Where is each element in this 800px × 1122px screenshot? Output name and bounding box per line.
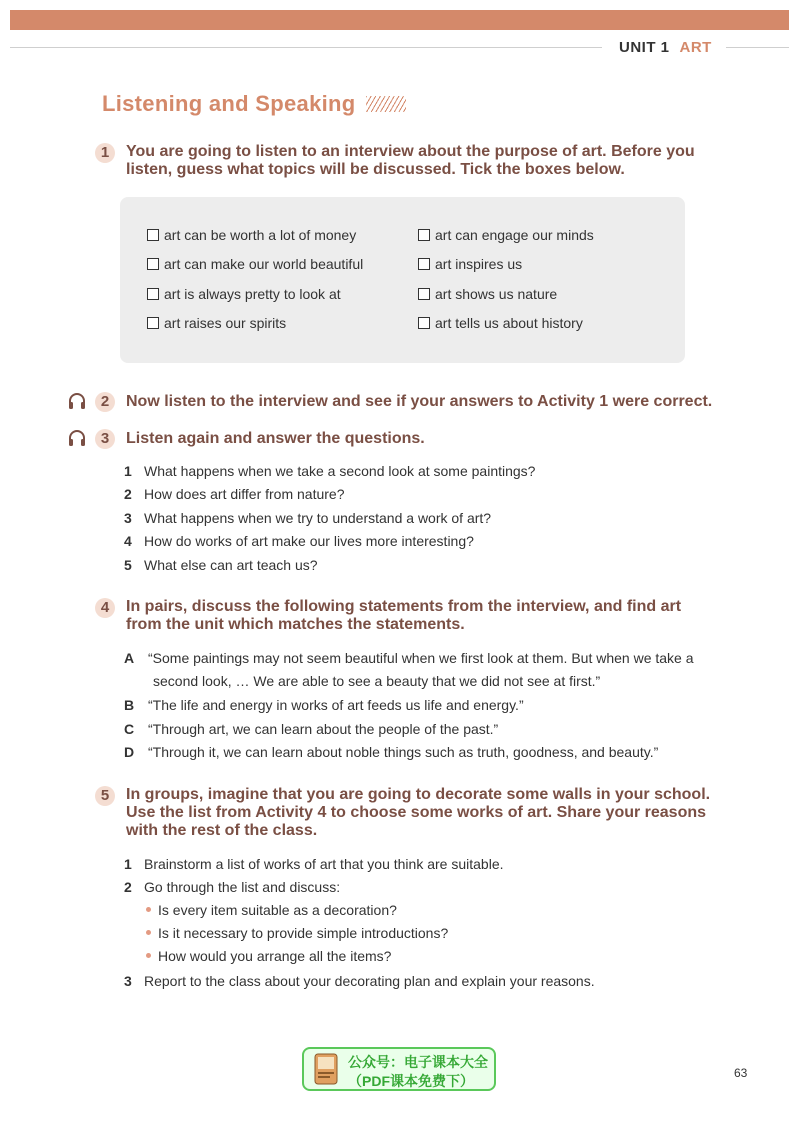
bullet-item: [146, 902, 397, 918]
activity-number-1: 1: [95, 143, 115, 163]
checkbox-icon[interactable]: [147, 317, 159, 329]
checkbox-label: art can be worth a lot of money: [164, 227, 357, 243]
watermark-line-2: （PDF课本免费下）: [348, 1073, 474, 1089]
page-number: 63: [734, 1066, 748, 1080]
activity-number-4: 4: [95, 598, 115, 618]
book-logo-icon: [314, 1053, 338, 1085]
checkbox-label: art raises our spirits: [164, 315, 287, 331]
checkbox-icon[interactable]: [418, 229, 430, 241]
activity-number-5: 5: [95, 786, 115, 806]
question-item: [124, 533, 474, 549]
bullet-text: Is every item suitable as a decoration?: [158, 902, 397, 918]
statement-label: C: [124, 721, 135, 737]
statement-label: D: [124, 744, 135, 760]
unit-label: [619, 39, 712, 56]
activity-number-3: 3: [95, 429, 115, 449]
bullet-dot-icon: [146, 953, 151, 958]
checkbox-icon[interactable]: [418, 317, 430, 329]
statement-text: “Some paintings may not seem beautiful when we first look at them. But when we take a: [148, 650, 694, 666]
question-text: What happens when we take a second look at some paintings?: [144, 463, 536, 479]
step-number: 2: [124, 879, 132, 895]
activity-3-instruction: Listen again and answer the questions.: [126, 430, 425, 447]
statement-item: [124, 744, 658, 760]
checkbox-label: art tells us about history: [435, 315, 583, 331]
bullet-text: Is it necessary to provide simple introductions?: [158, 925, 449, 941]
statement-text: “Through it, we can learn about noble things such as truth, goodness, and beauty.”: [148, 744, 659, 760]
question-number: 3: [124, 510, 132, 526]
question-item: [124, 557, 318, 573]
watermark-line-1: 公众号：电子课本大全: [348, 1054, 488, 1070]
checkbox-icon[interactable]: [147, 288, 159, 300]
activity-number-2: 2: [95, 392, 115, 412]
checkbox-option[interactable]: [147, 227, 356, 243]
unit-number: UNIT 1: [619, 39, 670, 56]
statement-text: “The life and energy in works of art feeds us life and energy.”: [148, 697, 524, 713]
checkbox-label: art can engage our minds: [435, 227, 594, 243]
step-text: Report to the class about your decorating plan and explain your reasons.: [144, 973, 595, 989]
statement-item: [124, 650, 694, 666]
checkbox-option[interactable]: [418, 286, 557, 302]
statement-label: B: [124, 697, 135, 713]
checkbox-label: art inspires us: [435, 256, 523, 272]
checkbox-label: art is always pretty to look at: [164, 286, 341, 302]
bullet-item: [146, 925, 448, 941]
header-rule-right: [726, 47, 789, 48]
checkbox-option[interactable]: [147, 256, 363, 272]
checkbox-option[interactable]: [418, 227, 594, 243]
header-band: [10, 10, 789, 30]
question-item: [124, 463, 535, 479]
statement-text: “Through art, we can learn about the people of the past.”: [148, 721, 499, 737]
bullet-dot-icon: [146, 930, 151, 935]
checkbox-label: art shows us nature: [435, 286, 558, 302]
question-item: [124, 486, 345, 502]
checkbox-icon[interactable]: [418, 258, 430, 270]
checkbox-option[interactable]: [418, 315, 583, 331]
headphones-icon: [67, 391, 87, 411]
checkbox-panel: [120, 197, 685, 363]
step-text: Brainstorm a list of works of art that you think are suitable.: [144, 856, 504, 872]
unit-topic: ART: [679, 39, 712, 56]
section-title-text: Listening and Speaking: [102, 91, 356, 116]
bullet-item: [146, 948, 391, 964]
checkbox-option[interactable]: [147, 315, 286, 331]
checkbox-option[interactable]: [147, 286, 341, 302]
activity-4-instruction: In pairs, discuss the following statements from the interview, and find art from the unit which matches the statements.: [126, 598, 682, 633]
question-number: 1: [124, 463, 132, 479]
activity-5-instruction: In groups, imagine that you are going to decorate some walls in your school. Use the list from Activity 4 to choose some works of art. Share your reasons with the rest of the class.: [126, 786, 711, 839]
watermark-banner: [302, 1047, 496, 1091]
step-number: 3: [124, 973, 132, 989]
statement-item: [124, 721, 498, 737]
statement-item: [124, 697, 524, 713]
question-text: How do works of art make our lives more interesting?: [144, 533, 474, 549]
question-text: How does art differ from nature?: [144, 486, 345, 502]
question-text: What else can art teach us?: [144, 557, 318, 573]
activity-1-instruction: You are going to listen to an interview about the purpose of art. Before you listen, guess what topics will be discussed. Tick the boxes below.: [126, 143, 695, 178]
checkbox-icon[interactable]: [147, 229, 159, 241]
headphones-icon: [67, 428, 87, 448]
question-number: 4: [124, 533, 132, 549]
step-item: [124, 856, 504, 872]
step-number: 1: [124, 856, 132, 872]
statement-continuation: second look, … We are able to see a beauty that we did not see at first.”: [153, 673, 601, 689]
checkbox-icon[interactable]: [147, 258, 159, 270]
section-title: [102, 91, 406, 117]
step-item: [124, 879, 340, 895]
checkbox-option[interactable]: [418, 256, 522, 272]
question-number: 2: [124, 486, 132, 502]
question-number: 5: [124, 557, 132, 573]
checkbox-label: art can make our world beautiful: [164, 256, 364, 272]
statement-label: A: [124, 650, 135, 666]
bullet-text: How would you arrange all the items?: [158, 948, 392, 964]
hatch-decoration: [366, 96, 406, 112]
step-item: [124, 973, 595, 989]
bullet-dot-icon: [146, 907, 151, 912]
checkbox-icon[interactable]: [418, 288, 430, 300]
header-rule-left: [10, 47, 602, 48]
question-item: [124, 510, 491, 526]
activity-2-instruction: Now listen to the interview and see if your answers to Activity 1 were correct.: [126, 393, 713, 410]
question-text: What happens when we try to understand a work of art?: [144, 510, 492, 526]
step-text: Go through the list and discuss:: [144, 879, 341, 895]
